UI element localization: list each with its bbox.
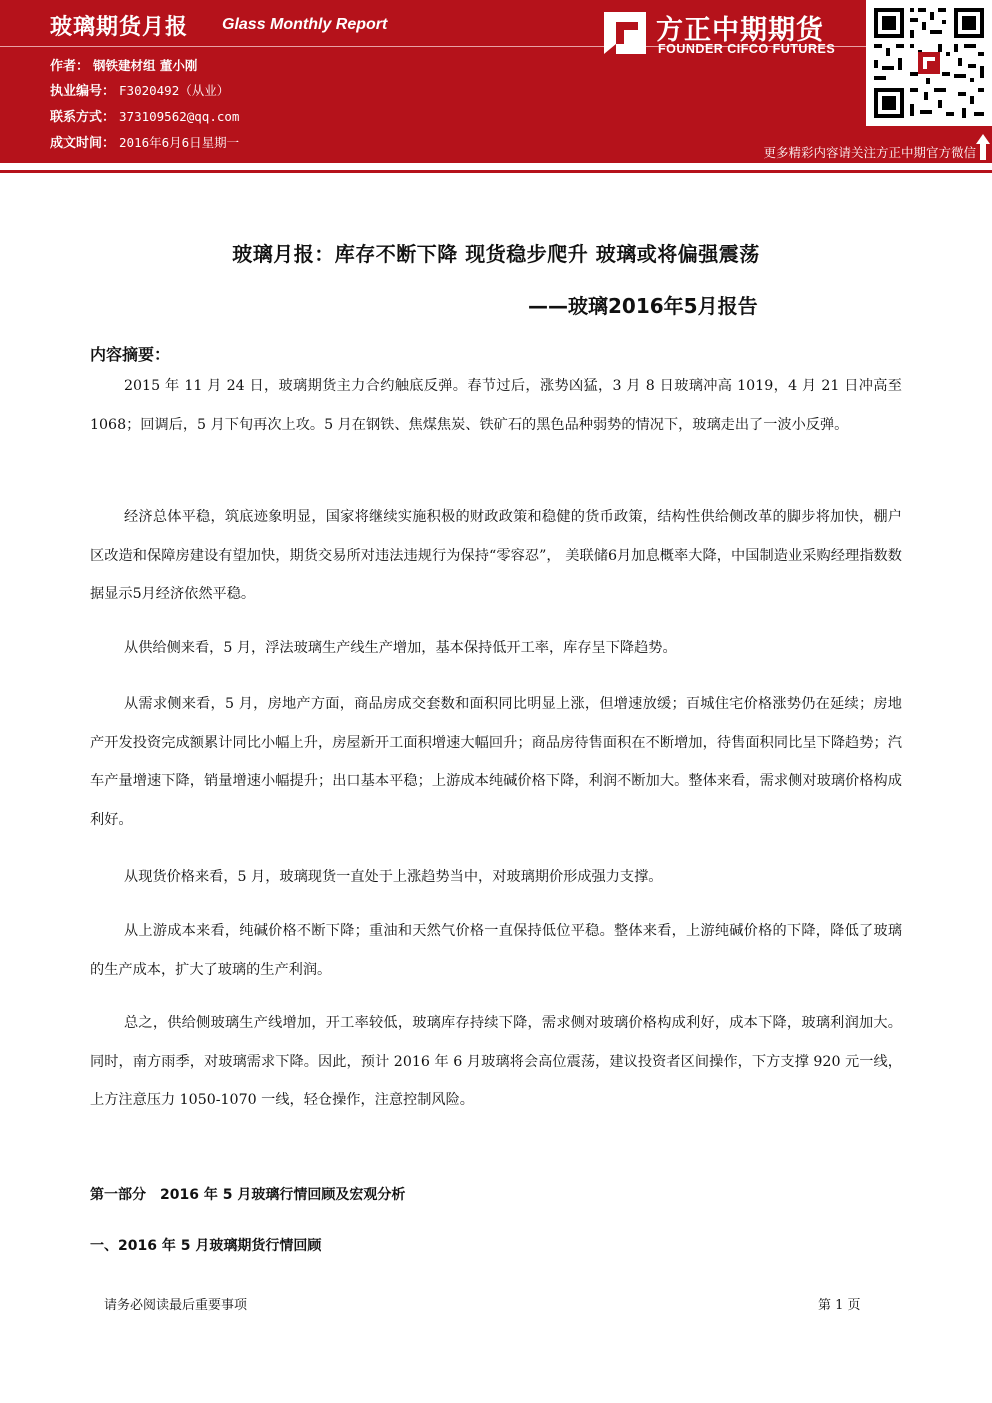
contact-label: 联系方式： xyxy=(50,110,116,125)
author-value: 钢铁建材组 董小刚 xyxy=(93,58,198,73)
document-subtitle: ——玻璃2016年5月报告 xyxy=(528,294,758,318)
wechat-qr-code[interactable] xyxy=(866,0,992,126)
license-row xyxy=(50,80,229,99)
report-title-en: Glass Monthly Report xyxy=(222,16,388,33)
subsection-title: 一、2016 年 5 月玻璃期货行情回顾 xyxy=(90,1238,322,1254)
report-title-cn: 玻璃期货月报 xyxy=(50,15,189,40)
abstract-paragraph-5: 从现货价格来看，5 月，玻璃现货一直处于上涨趋势当中，对玻璃期价形成强力支撑。 xyxy=(124,869,663,885)
section-title: 第一部分 2016 年 5 月玻璃行情回顾及宏观分析 xyxy=(90,1187,406,1203)
abstract-paragraph-3: 从供给侧来看，5 月，浮法玻璃生产线生产增加，基本保持低开工率，库存呈下降趋势。 xyxy=(124,640,677,656)
abstract-paragraph-1: 2015 年 11 月 24 日，玻璃期货主力合约触底反弹。春节过后，涨势凶猛，3 月 8 日玻璃冲高 1019，4 月 21 日冲高至 1068；回调后，5 月下旬再次上攻。5 月在钢铁、焦煤焦炭、铁矿石的黑色品种弱势的情况下，玻璃走出了一波小反弹。 xyxy=(90,378,902,433)
abstract-label: 内容摘要： xyxy=(90,345,171,364)
date-row xyxy=(50,132,239,151)
date-label: 成文时间： xyxy=(50,136,116,151)
author-row xyxy=(50,55,197,74)
report-header xyxy=(0,0,992,163)
contact-value[interactable]: 373109562@qq.com xyxy=(119,109,240,124)
author-label: 作者： xyxy=(50,59,90,74)
abstract-paragraph-7: 总之，供给侧玻璃生产线增加，开工率较低，玻璃库存持续下降，需求侧对玻璃价格构成利好，成本下降，玻璃利润加大。同时，南方雨季，对玻璃需求下降。因此，预计 2016 年 6 月玻璃将会高位震荡，建议投资者区间操作，下方支撑 920 元一线，上方注意压力 1050-1070 一线，轻仓操作，注意控制风险。 xyxy=(90,1015,902,1108)
logo-text-en: FOUNDER CIFCO FUTURES xyxy=(658,42,836,56)
qr-code-icon xyxy=(866,0,992,126)
footer-notice: 请务必阅读最后重要事项 xyxy=(104,1298,248,1313)
founder-logo-icon xyxy=(604,12,646,54)
date-value: 2016年6月6日星期一 xyxy=(119,135,240,150)
follow-wechat-text: 更多精彩内容请关注方正中期官方微信 xyxy=(763,145,976,160)
abstract-paragraph-2: 经济总体平稳，筑底迹象明显，国家将继续实施积极的财政政策和稳健的货币政策，结构性供给侧改革的脚步将加快，棚户区改造和保障房建设有望加快，期货交易所对违法违规行为保持“零容忍”， 美联储6月加息概率大降，中国制造业采购经理指数数据显示5月经济依然平稳。 xyxy=(90,509,902,602)
arrow-up-icon xyxy=(976,134,990,160)
page-number: 第 1 页 xyxy=(818,1298,861,1313)
license-label: 执业编号： xyxy=(50,84,116,99)
company-logo xyxy=(600,8,860,56)
header-bottom-rule xyxy=(0,170,992,173)
license-value: F3020492（从业） xyxy=(119,83,230,98)
abstract-paragraph-4: 从需求侧来看，5 月，房地产方面，商品房成交套数和面积同比明显上涨，但增速放缓；百城住宅价格涨势仍在延续；房地产开发投资完成额累计同比小幅上升，房屋新开工面积增速大幅回升；商品房待售面积在不断增加，待售面积同比呈下降趋势；汽车产量增速下降，销量增速小幅提升；出口基本平稳；上游成本纯碱价格下降，利润不断加大。整体来看，需求侧对玻璃价格构成利好。 xyxy=(90,696,902,828)
contact-row xyxy=(50,106,239,125)
logo-text-cn: 方正中期期货 xyxy=(656,15,824,46)
abstract-paragraph-6: 从上游成本来看，纯碱价格不断下降；重油和天然气价格一直保持低位平稳。整体来看，上游纯碱价格的下降，降低了玻璃的生产成本，扩大了玻璃的生产利润。 xyxy=(90,923,902,978)
document-title: 玻璃月报：库存不断下降 现货稳步爬升 玻璃或将偏强震荡 xyxy=(232,242,760,266)
